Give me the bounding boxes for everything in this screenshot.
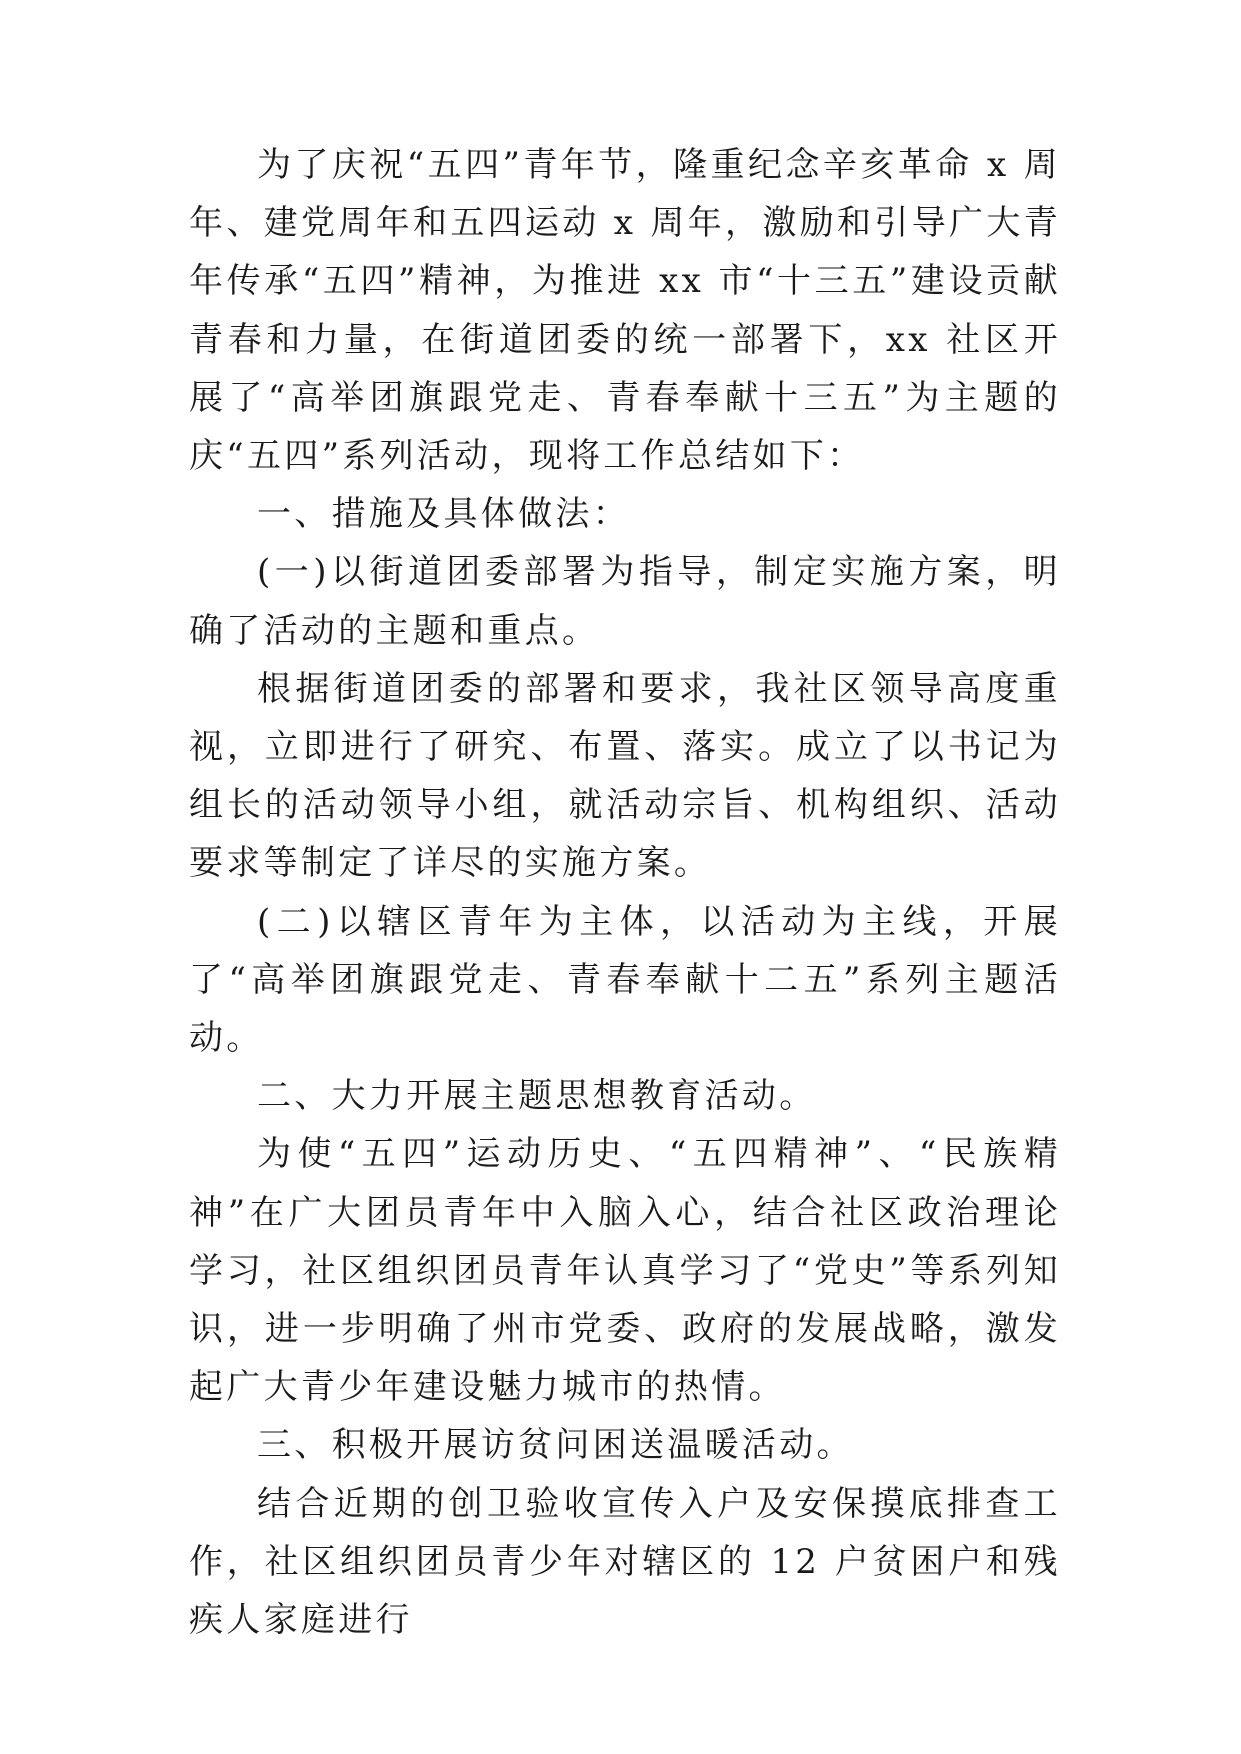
body-paragraph-education: 为使“五四”运动历史、“五四精神”、“民族精神”在广大团员青年中入脑入心，结合社区政治理论学习，社区组织团员青年认真学习了“党史”等系列知识，进一步明确了州市党委、政府的发展战略，激发起广大青少年建设魅力城市的热情。 <box>189 1134 1061 1408</box>
document-body <box>189 136 1061 1649</box>
section-heading-poverty-visits: 三、积极开展访贫问困送温暖活动。 <box>257 1425 854 1466</box>
body-paragraph-plan: 根据街道团委的部署和要求，我社区领导高度重视，立即进行了研究、布置、落实。成立了以书记为组长的活动领导小组，就活动宗旨、机构组织、活动要求等制定了详尽的实施方案。 <box>189 668 1061 884</box>
intro-paragraph: 为了庆祝“五四”青年节，隆重纪念辛亥革命 x 周年、建党周年和五四运动 x 周年，激励和引导广大青年传承“五四”精神，为推进 xx 市“十三五”建设贡献青春和力量，在街道团委的统一部署下，xx 社区开展了“高举团旗跟党走、青春奉献十三五”为主题的庆“五四”系列活动，现将工作总结如下： <box>189 145 1061 477</box>
section-heading-measures: 一、措施及具体做法： <box>257 494 630 535</box>
subsection-heading-2: (二)以辖区青年为主体，以活动为主线，开展了“高举团旗跟党走、青春奉献十二五”系列主题活动。 <box>189 901 1061 1059</box>
body-paragraph-poverty-visits: 结合近期的创卫验收宣传入户及安保摸底排查工作，社区组织团员青少年对辖区的 12 户贫困户和残疾人家庭进行 <box>189 1483 1061 1641</box>
section-heading-education: 二、大力开展主题思想教育活动。 <box>257 1076 817 1117</box>
subsection-heading-1: (一)以街道团委部署为指导，制定实施方案，明确了活动的主题和重点。 <box>189 552 1061 651</box>
